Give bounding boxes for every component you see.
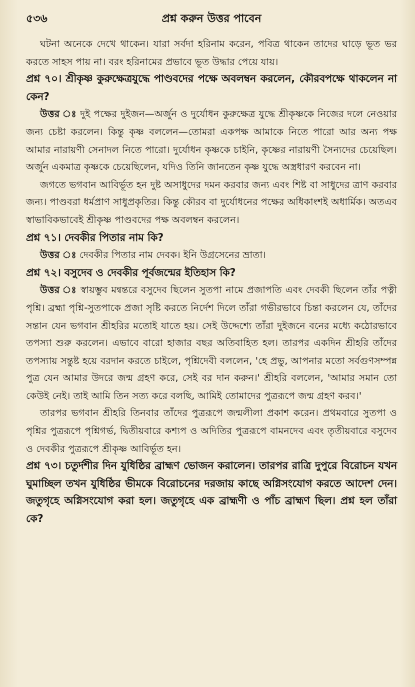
answer-label: উত্তর ঃ [40,285,77,297]
paragraph [26,36,397,71]
answer-paragraph [26,247,397,265]
paragraph-text: ঘটনা অনেকে দেখে থাকেন। যারা সর্বদা হরিনাম করেন, পবিত্র থাকেন তাদের ঘাড়ে ভূত ভর করতে সাহস পায় না। বরং হরিনামের প্রভাবে ভূত উদ্ধার পেয়ে যায়। [26,39,397,68]
paragraph-text: তারপর ভগবান শ্রীহরি তিনবার তাঁদের পুত্ররূপে জন্মলীলা প্রকাশ করেন। প্রথমবারে সুতপা ও পৃশ্নির পুত্ররূপে পৃশ্নিগর্ভ, দ্বিতীয়বারে কশ্যপ ও অদিতির পুত্ররূপে বামনদেব এবং তৃতীয়বারে বসুদেব ও দেবকীর পুত্ররূপে শ্রীকৃষ্ণ আবির্ভূত হন। [26,408,397,455]
page-number: ৫৩৬ [26,12,48,25]
question-text: প্রশ্ন ৭২। বসুদেব ও দেবকীর পূর্বজন্মের ইতিহাস কি? [26,266,236,279]
question-heading [26,230,397,248]
answer-label: উত্তর ঃ [40,250,77,262]
paragraph [26,177,397,230]
answer-text: স্বায়ম্ভুব মন্বন্তরে বসুদেব ছিলেন সুতপা নামে প্রজাপতি এবং দেবকী ছিলেন তাঁর পত্নী পৃশ্নি। ব্রহ্মা পৃশ্নি-সুতপাকে প্রজা সৃষ্টি করতে নির্দেশ দিলে তাঁরা গভীরভাবে চিন্তা করলেন যে, তাঁদের সন্তান যেন ভগবান শ্রীহরির মতোই যাতে হয়। সেই উদ্দেশ্যে তাঁরা দুইজনে বনের মধ্যে কঠোরভাবে তপস্যা শুরু করলেন। এভাবে বারো হাজার বছর অতিবাহিত হল। তারপর একদিন শ্রীহরি তাঁদের তপস্যায় সন্তুষ্ট হয়ে বরদান করতে চাইলে, পৃশ্নিদেবী বললেন, 'হে প্রভু, আপনার মতো সর্বগুণসম্পন্ন পুত্র যেন আমার উদরে জন্ম গ্রহণ করে, সেই বর দান করুন।' শ্রীহরি বললেন, 'আমার সমান তো কেউই নেই। তাই আমি তিন সত্য করে বলছি, আমিই তোমাদের পুত্ররূপে জন্ম গ্রহণ করব।' [26,285,397,402]
question-text: প্রশ্ন ৭১। দেবকীর পিতার নাম কি? [26,231,164,244]
question-text: প্রশ্ন ৭৩। চতুর্দশীর দিন যুধিষ্ঠির ব্রাহ্মণ ভোজন করালেন। তারপর রাত্রি দুপুরে বিরোচন যখন ঘুমাচ্ছিল তখন যুধিষ্ঠির ভীমকে বিরোচনের দরজায় কাছে অগ্নিসংযোগ করতে আদেশ দেন। জতুগৃহে অগ্নিসংযোগ করা হল। জতুগৃহে এক ব্রাহ্মণী ও পাঁচ ব্রাহ্মণ ছিল। প্রশ্ন হল তাঁরা কে? [26,460,397,526]
answer-paragraph [26,282,397,405]
answer-text: দেবকীর পিতার নাম দেবক। ইনি উগ্রসেনের ভ্রাতা। [79,250,266,262]
question-heading [26,71,397,106]
answer-paragraph [26,106,397,176]
question-text: প্রশ্ন ৭০। শ্রীকৃষ্ণ কুরুক্ষেত্রযুদ্ধে পাণ্ডবদের পক্ষে অবলম্বন করলেন, কৌরবপক্ষে থাকলেন না কেন? [26,73,397,103]
running-title: প্রশ্ন করুন উত্তর পাবেন [161,12,262,25]
paragraph [26,405,397,458]
question-heading [26,265,397,283]
page-content [26,36,397,529]
page-header [26,10,397,28]
paragraph-text: জগতে ভগবান আবির্ভূত হন দুষ্ট অসাধুদের দমন করবার জন্য এবং শিষ্ট বা সাধুদের ত্রাণ করবার জন্য। পাণ্ডবরা ধর্মপ্রাণ সাধুপ্রকৃতির। কিন্তু কৌরব বা দুর্যোধনের পক্ষের অধিকাংশই অধার্মিক। অতএব স্বাভাবিকভাবেই শ্রীকৃষ্ণ পাণ্ডবদের পক্ষ অবলম্বন করলেন। [26,179,397,226]
question-heading [26,458,397,528]
answer-text: দুই পক্ষের দুইজন—অর্জুন ও দুর্যোধন কুরুক্ষেত্র যুদ্ধে শ্রীকৃষ্ণকে নিজের দলে নেওয়ার জন্য চেষ্টা করলেন। কিন্তু কৃষ্ণ বললেন—তোমরা একপক্ষ আমাকে নিতে পারো আর অন্য পক্ষ আমার নারায়ণী সেনাদল নিতে পারো। দুর্যোধন কৃষ্ণকে চাইনি, কৃষ্ণের নারায়ণী সৈন্যদের চেয়েছিল। অর্জুন একমাত্র কৃষ্ণকে চেয়েছিলেন, যদিও তিনি জানতেন কৃষ্ণ যুদ্ধে অস্ত্রধারণ করবেন না। [26,109,397,174]
answer-label: উত্তর ঃ [40,109,77,121]
